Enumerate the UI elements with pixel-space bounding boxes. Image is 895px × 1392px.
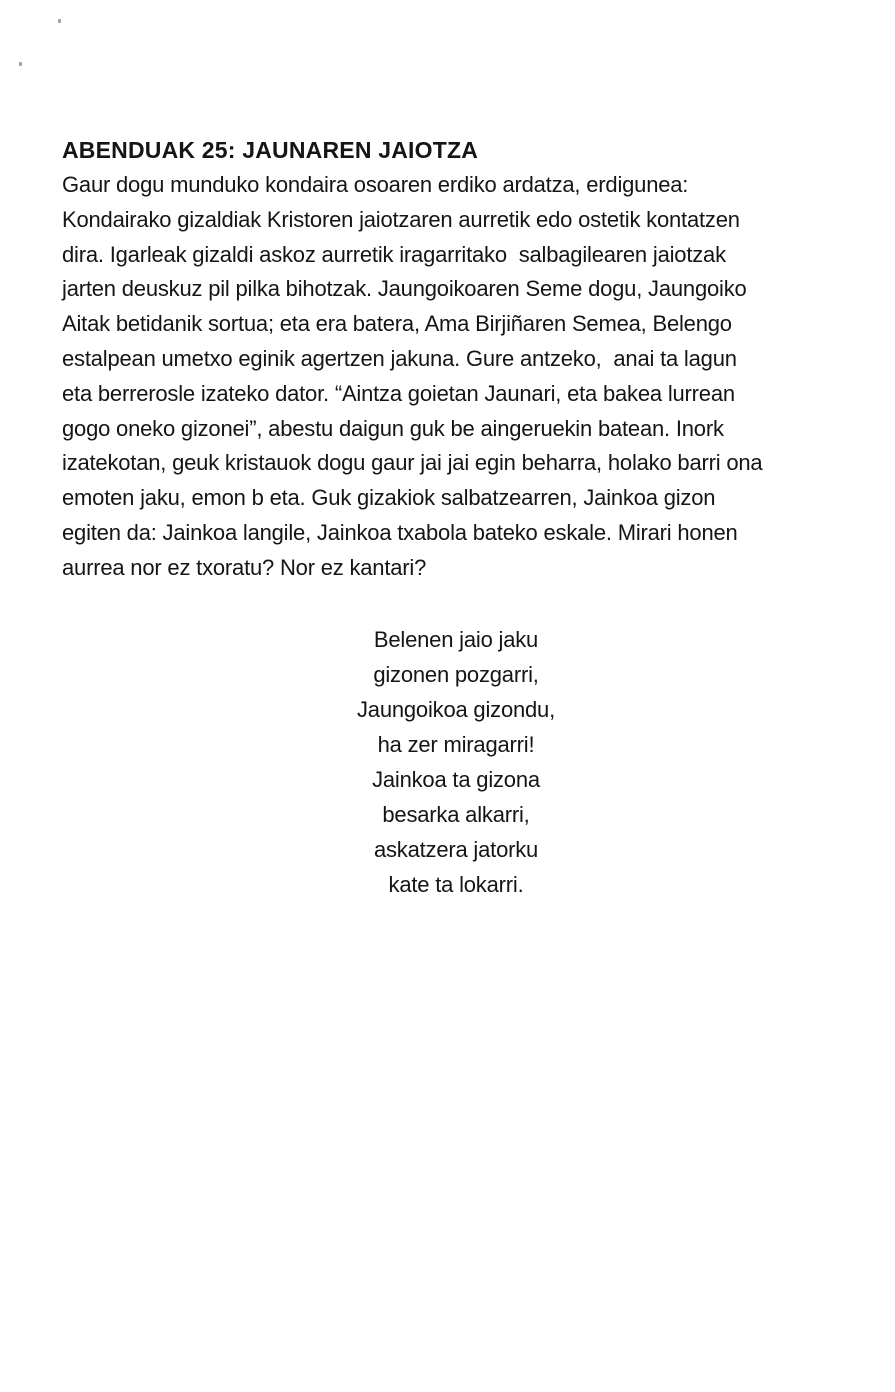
verse-line: gizonen pozgarri, xyxy=(373,661,539,687)
paragraph-line: estalpean umetxo eginik agertzen jakuna. Gure antzeko, anai ta lagun xyxy=(62,345,737,371)
paragraph-line: egiten da: Jainkoa langile, Jainkoa txabola bateko eskale. Mirari honen xyxy=(62,519,738,545)
paragraph-line: dira. Igarleak gizaldi askoz aurretik iragarritako salbagilearen jaiotzak xyxy=(62,241,726,267)
paragraph-line: Kondairako gizaldiak Kristoren jaiotzaren aurretik edo ostetik kontatzen xyxy=(62,206,740,232)
paragraph-line: jarten deuskuz pil pilka bihotzak. Jaungoikoaren Seme dogu, Jaungoiko xyxy=(62,276,747,302)
verse-line: besarka alkarri, xyxy=(382,801,530,827)
paragraph-line: eta berrerosle izateko dator. “Aintza goietan Jaunari, eta bakea lurrean xyxy=(62,380,735,406)
verse-line: kate ta lokarri. xyxy=(388,871,524,897)
paragraph-line: gogo oneko gizonei”, abestu daigun guk be aingeruekin batean. Inork xyxy=(62,415,724,441)
verse-line: Jainkoa ta gizona xyxy=(372,766,540,792)
verse-line: askatzera jatorku xyxy=(373,836,539,862)
verse-line: Jaungoikoa gizondu, xyxy=(356,696,556,722)
verse-stanza xyxy=(62,622,850,902)
paragraph-line: emoten jaku, emon b eta. Guk gizakiok salbatzearren, Jainkoa gizon xyxy=(62,485,716,511)
body-paragraph xyxy=(62,168,850,586)
scan-speck xyxy=(19,62,22,66)
document-title: ABENDUAK 25: JAUNAREN JAIOTZA xyxy=(62,137,479,163)
verse-line: Belenen jaio jaku xyxy=(373,626,539,652)
text-block xyxy=(62,133,850,902)
scan-speck xyxy=(58,19,61,23)
paragraph-line: Gaur dogu munduko kondaira osoaren erdiko ardatza, erdigunea: xyxy=(62,172,689,197)
verse-line: ha zer miragarri! xyxy=(377,731,535,757)
paragraph-line: aurrea nor ez txoratu? Nor ez kantari? xyxy=(62,554,427,580)
paragraph-line: Aitak betidanik sortua; eta era batera, Ama Birjiñaren Semea, Belengo xyxy=(62,311,732,337)
paragraph-line: izatekotan, geuk kristauok dogu gaur jai jai egin beharra, holako barri ona xyxy=(62,450,763,476)
